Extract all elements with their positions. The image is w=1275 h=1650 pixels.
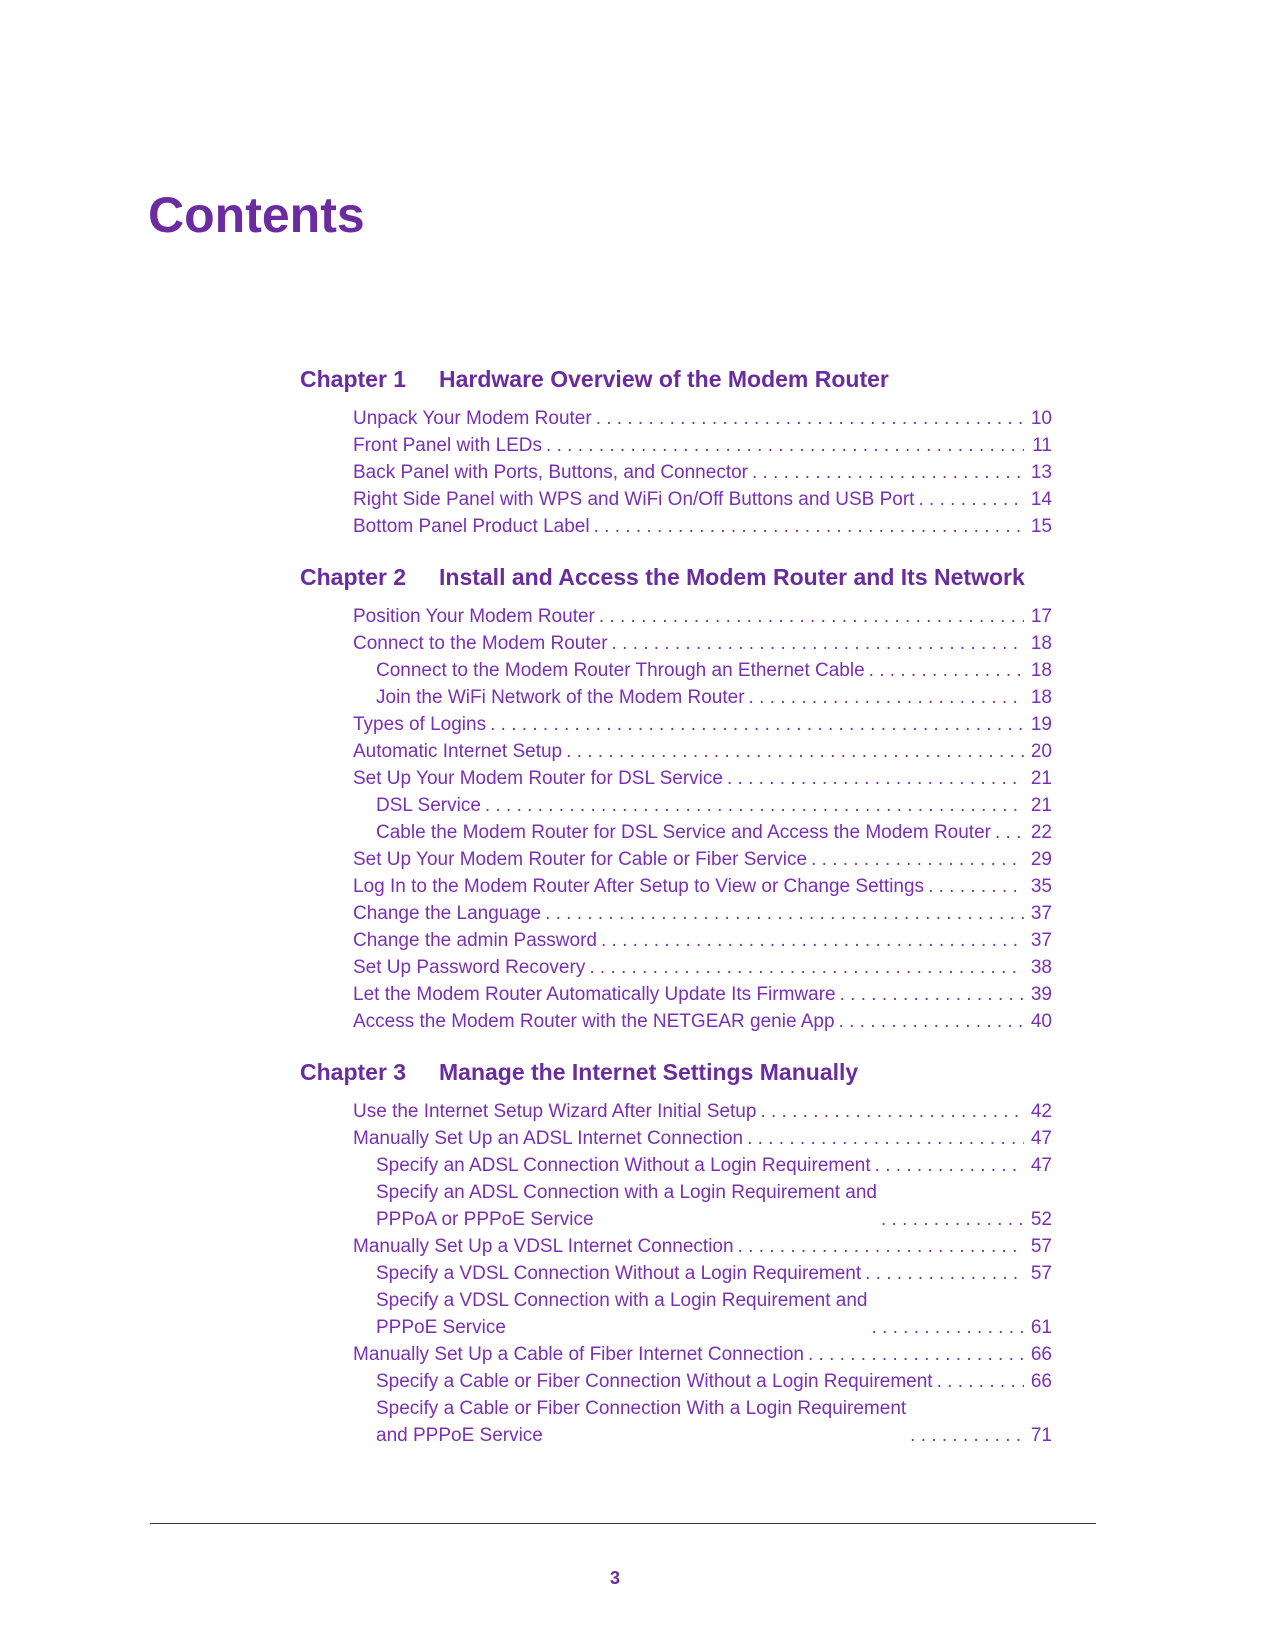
toc-entry[interactable] [300,459,1052,486]
chapter-label: Chapter 1 [300,365,407,392]
toc-entry-title: DSL Service [376,795,481,816]
toc-entry[interactable] [300,486,1052,513]
dot-leader [871,1314,1024,1341]
chapter-section [300,1055,1052,1449]
dot-leader [612,630,1024,657]
toc-entry-page: 13 [1030,462,1052,483]
chapter-label: Chapter 2 [300,563,407,590]
dot-leader [881,1206,1024,1233]
toc-entry-title: Back Panel with Ports, Buttons, and Connector [353,462,748,483]
toc-entry-page: 14 [1030,489,1052,510]
toc-entry[interactable] [300,1008,1052,1035]
dot-leader [546,432,1024,459]
toc-entry[interactable] [300,954,1052,981]
toc-entry-title: Right Side Panel with WPS and WiFi On/Off Buttons and USB Port [353,489,915,510]
dot-leader [937,1368,1024,1395]
toc-entry[interactable] [300,981,1052,1008]
toc-entry-title: Automatic Internet Setup [353,741,563,762]
dot-leader [738,1233,1024,1260]
dot-leader [869,657,1024,684]
toc-entry-title: Change the Language [353,903,542,924]
toc-entry-page: 37 [1030,903,1052,924]
toc-entry-title: Specify a VDSL Connection Without a Login Requirement [376,1263,862,1284]
toc-entry-page: 15 [1030,516,1052,537]
toc-entry-page: 21 [1030,768,1052,789]
toc-entry-title: Front Panel with LEDs [353,435,543,456]
dot-leader [566,738,1024,765]
dot-leader [485,792,1024,819]
toc-entry-page: 47 [1030,1128,1052,1149]
toc-entry-title-line1: Specify a VDSL Connection with a Login Requirement and [376,1290,868,1311]
toc-entry-title: Manually Set Up a Cable of Fiber Internet Connection [353,1344,804,1365]
dot-leader [918,486,1024,513]
toc-entry-title: Connect to the Modem Router Through an Ethernet Cable [376,660,865,681]
dot-leader [747,1125,1024,1152]
table-of-contents [300,362,1052,1469]
toc-entry[interactable] [300,927,1052,954]
toc-entry[interactable] [300,765,1052,792]
toc-entry-page: 52 [1030,1209,1052,1230]
toc-entry-page: 22 [1030,822,1052,843]
toc-entry-title: Manually Set Up a VDSL Internet Connection [353,1236,734,1257]
dot-leader [599,603,1024,630]
toc-entry[interactable] [300,711,1052,738]
toc-entry-title: Use the Internet Setup Wizard After Initial Setup [353,1101,757,1122]
page-number: 3 [609,1568,620,1588]
toc-entry-title: Bottom Panel Product Label [353,516,590,537]
toc-entry-page: 66 [1030,1344,1052,1365]
toc-entry-page: 10 [1030,408,1052,429]
chapter-title: Hardware Overview of the Modem Router [439,365,889,392]
toc-entry[interactable] [300,1395,1052,1449]
toc-entry-title: Manually Set Up an ADSL Internet Connection [353,1128,744,1149]
toc-entry-title: Let the Modem Router Automatically Update Its Firmware [353,984,836,1005]
dot-leader [749,684,1024,711]
dot-leader [808,1341,1024,1368]
toc-entry-title [376,1395,906,1449]
toc-entry[interactable] [300,792,1052,819]
toc-entry-page: 20 [1030,741,1052,762]
toc-entry[interactable] [300,738,1052,765]
toc-entry-title: Set Up Password Recovery [353,957,586,978]
toc-entry[interactable] [300,657,1052,684]
toc-entry-page: 21 [1030,795,1052,816]
toc-entry-page: 18 [1030,633,1052,654]
toc-entry-page: 71 [1030,1425,1052,1446]
toc-entry[interactable] [300,1233,1052,1260]
toc-entry-title: Log In to the Modem Router After Setup to View or Change Settings [353,876,925,897]
dot-leader [752,459,1024,486]
toc-entry-page: 47 [1030,1155,1052,1176]
toc-entry[interactable] [300,846,1052,873]
toc-entry-title-line2: PPPoE Service [376,1317,506,1338]
chapter-section [300,560,1052,1035]
toc-entry[interactable] [300,900,1052,927]
dot-leader [910,1422,1024,1449]
dot-leader [995,819,1024,846]
dot-leader [928,873,1024,900]
toc-entry-title: Specify an ADSL Connection Without a Login Requirement [376,1155,871,1176]
chapter-title: Manage the Internet Settings Manually [439,1058,859,1085]
toc-entry-page: 39 [1030,984,1052,1005]
toc-entry-page: 40 [1030,1011,1052,1032]
toc-entry-title [376,1179,877,1233]
toc-entry-page: 18 [1030,687,1052,708]
dot-leader [594,513,1024,540]
toc-entry[interactable] [300,1152,1052,1179]
toc-entry-page: 61 [1030,1317,1052,1338]
toc-entry-page: 35 [1030,876,1052,897]
dot-leader [811,846,1024,873]
dot-leader [875,1152,1024,1179]
toc-entry-title [376,1287,867,1341]
dot-leader [596,405,1024,432]
toc-entry-title: Cable the Modem Router for DSL Service and Access the Modem Router [376,822,991,843]
toc-entry[interactable] [300,819,1052,846]
toc-entry[interactable] [300,432,1052,459]
toc-entry[interactable] [300,1098,1052,1125]
dot-leader [589,954,1024,981]
chapter-heading[interactable] [300,1055,1052,1089]
toc-entry[interactable] [300,684,1052,711]
toc-entry-page: 18 [1030,660,1052,681]
toc-entry-title: Position Your Modem Router [353,606,595,627]
chapter-title: Install and Access the Modem Router and Its Network [439,563,1025,590]
dot-leader [760,1098,1024,1125]
dot-leader [840,981,1024,1008]
chapter-section [300,362,1052,540]
toc-entry-title: Join the WiFi Network of the Modem Router [376,687,745,708]
dot-leader [727,765,1024,792]
dot-leader [839,1008,1024,1035]
footer-divider [150,1523,1096,1524]
chapter-label: Chapter 3 [300,1058,407,1085]
dot-leader [601,927,1024,954]
page-title: Contents [148,187,365,243]
toc-entry[interactable] [300,630,1052,657]
toc-entry-title: Set Up Your Modem Router for Cable or Fiber Service [353,849,808,870]
toc-entry[interactable] [300,1341,1052,1368]
toc-entry-title-line1: Specify an ADSL Connection with a Login Requirement and [376,1182,877,1203]
toc-entry[interactable] [300,603,1052,630]
toc-entry-title-line2: PPPoA or PPPoE Service [376,1209,594,1230]
toc-entry-title-line1: Specify a Cable or Fiber Connection With a Login Requirement [376,1398,907,1419]
toc-entry-page: 38 [1030,957,1052,978]
dot-leader [545,900,1024,927]
toc-entry[interactable] [300,513,1052,540]
dot-leader [865,1260,1024,1287]
toc-entry-title-line2: and PPPoE Service [376,1425,543,1446]
toc-entry[interactable] [300,873,1052,900]
toc-entry-title: Specify a Cable or Fiber Connection Without a Login Requirement [376,1371,933,1392]
toc-entry[interactable] [300,1179,1052,1233]
toc-entry[interactable] [300,1287,1052,1341]
toc-entry-page: 57 [1030,1236,1052,1257]
dot-leader [490,711,1024,738]
toc-entry-title: Access the Modem Router with the NETGEAR genie App [353,1011,835,1032]
toc-entry-title: Change the admin Password [353,930,597,951]
chapter-heading[interactable] [300,362,1052,396]
toc-entry-title: Set Up Your Modem Router for DSL Service [353,768,723,789]
toc-entry[interactable] [300,1125,1052,1152]
toc-entry[interactable] [300,405,1052,432]
toc-entry-page: 19 [1030,714,1052,735]
toc-entry-page: 66 [1030,1371,1052,1392]
toc-entry-title: Unpack Your Modem Router [353,408,592,429]
toc-entry-page: 57 [1030,1263,1052,1284]
toc-entry-page: 42 [1030,1101,1052,1122]
toc-entry[interactable] [300,1260,1052,1287]
toc-entry-page: 17 [1030,606,1052,627]
toc-entry-page: 11 [1032,435,1052,456]
toc-entry-page: 37 [1030,930,1052,951]
toc-entry[interactable] [300,1368,1052,1395]
toc-entry-page: 29 [1030,849,1052,870]
toc-entry-title: Connect to the Modem Router [353,633,608,654]
toc-entry-title: Types of Logins [353,714,487,735]
chapter-heading[interactable] [300,560,1052,594]
